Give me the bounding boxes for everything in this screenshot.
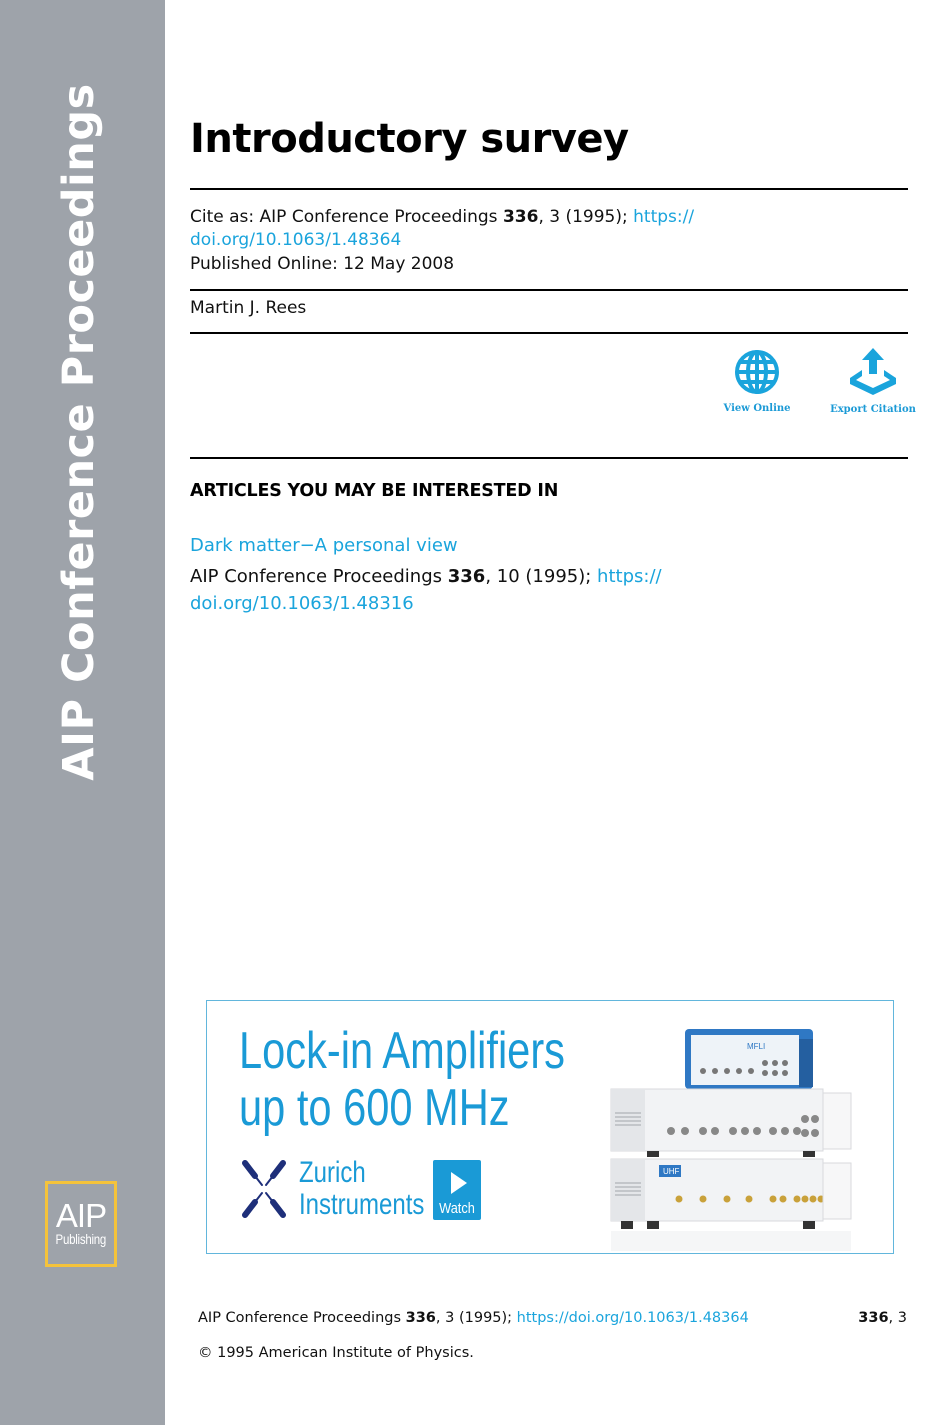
cite-rest: , 3 (1995); xyxy=(538,207,634,227)
zurich-instruments-logo-icon xyxy=(241,1159,287,1219)
article-title: Introductory survey xyxy=(190,116,629,162)
watch-video-button[interactable] xyxy=(433,1160,481,1220)
brand-line2: Instruments xyxy=(299,1188,425,1221)
svg-text:UHF: UHF xyxy=(663,1167,680,1176)
export-citation-button[interactable] xyxy=(830,348,916,415)
sidebar xyxy=(0,0,165,1425)
ad-headline xyxy=(239,1023,565,1137)
related-doi-link[interactable]: doi.org/10.1063/1.48316 xyxy=(190,593,414,614)
brand-line1: Zurich xyxy=(299,1156,366,1189)
cite-doi-link[interactable]: doi.org/10.1063/1.48364 xyxy=(190,230,402,250)
watch-label: Watch xyxy=(439,1200,475,1217)
logo-text-aip: AIP xyxy=(55,1197,107,1234)
divider xyxy=(190,457,908,459)
cite-as-line xyxy=(190,206,694,229)
journal-title-vertical: AIP Conference Proceedings xyxy=(54,83,104,781)
related-article-title-link[interactable]: Dark matter−A personal view xyxy=(190,535,458,556)
aip-publishing-logo xyxy=(45,1181,117,1267)
footer-citation xyxy=(198,1310,749,1326)
play-icon xyxy=(451,1172,467,1194)
globe-icon xyxy=(734,349,780,395)
author-name: Martin J. Rees xyxy=(190,298,307,318)
cite-volume: 336 xyxy=(502,207,539,227)
export-citation-label: Export Citation xyxy=(830,404,916,415)
logo-text-publishing: Publishing xyxy=(55,1231,107,1247)
export-upload-icon xyxy=(846,348,900,396)
footer-page-rest: , 3 xyxy=(888,1310,907,1326)
divider xyxy=(190,188,908,190)
footer-citation-prefix: AIP Conference Proceedings xyxy=(198,1310,406,1326)
lock-in-amplifier-devices-image xyxy=(607,1021,867,1251)
copyright-notice: © 1995 American Institute of Physics. xyxy=(198,1345,474,1361)
related-doi-link-part1[interactable]: https:// xyxy=(597,566,662,587)
related-article-source xyxy=(190,565,662,588)
svg-text:MFLI: MFLI xyxy=(747,1042,766,1051)
related-articles-heading: ARTICLES YOU MAY BE INTERESTED IN xyxy=(190,481,559,501)
cite-doi-link-part1[interactable]: https:// xyxy=(633,207,695,227)
ad-headline-line1: Lock-in Amplifiers xyxy=(239,1022,565,1080)
divider xyxy=(190,332,908,334)
view-online-label: View Online xyxy=(723,403,791,414)
related-source-prefix: AIP Conference Proceedings xyxy=(190,566,448,587)
footer-page-number xyxy=(858,1310,907,1326)
footer-page-volume: 336 xyxy=(858,1310,889,1326)
related-volume: 336 xyxy=(447,566,486,587)
ad-headline-line2: up to 600 MHz xyxy=(239,1079,510,1137)
published-date: Published Online: 12 May 2008 xyxy=(190,254,455,274)
divider xyxy=(190,289,908,291)
advertisement-banner[interactable] xyxy=(206,1000,894,1254)
related-source-rest: , 10 (1995); xyxy=(485,566,598,587)
footer-citation-rest: , 3 (1995); xyxy=(435,1310,517,1326)
cite-prefix: Cite as: AIP Conference Proceedings xyxy=(190,207,503,227)
zurich-instruments-brand xyxy=(299,1157,424,1221)
footer-doi-link[interactable]: https://doi.org/10.1063/1.48364 xyxy=(516,1310,749,1326)
footer-volume: 336 xyxy=(405,1310,436,1326)
view-online-button[interactable] xyxy=(723,349,791,414)
